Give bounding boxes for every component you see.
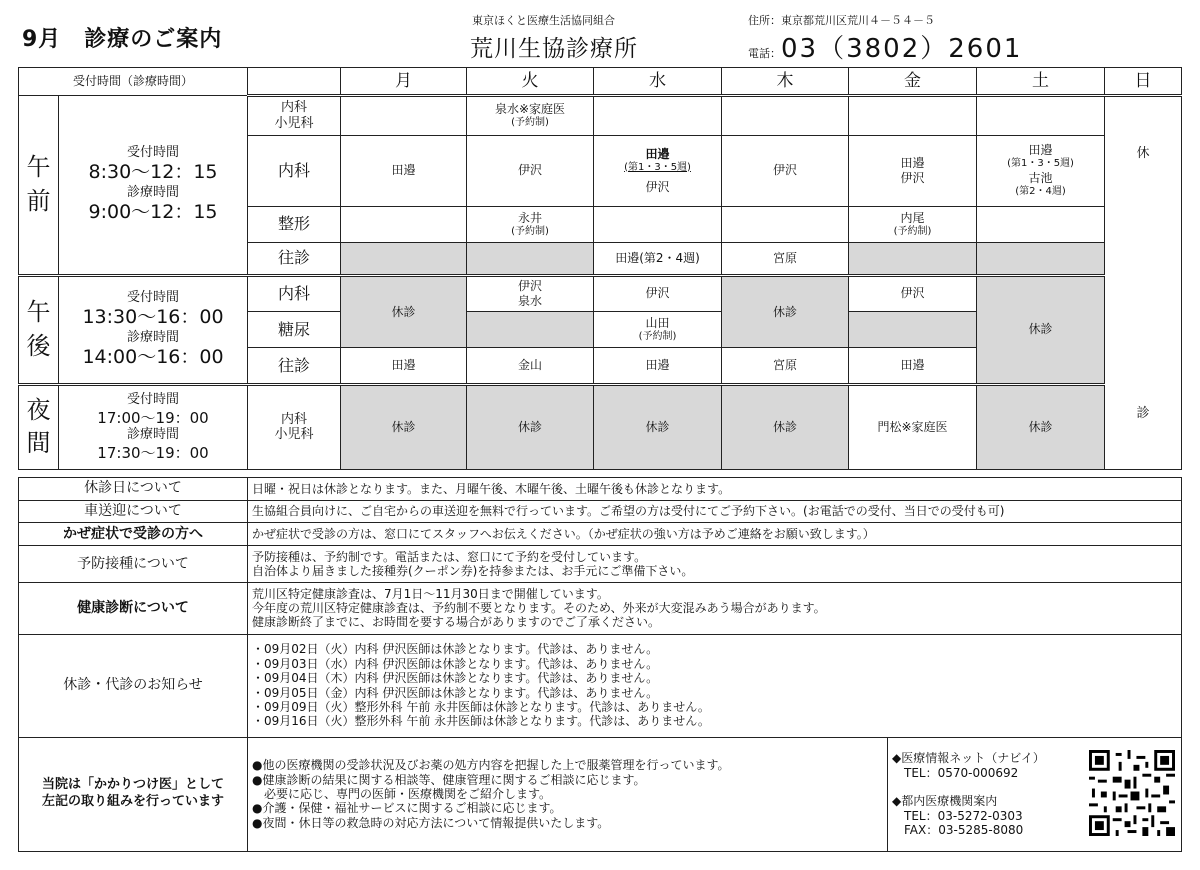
morning-int-mon: 田邉	[341, 135, 467, 206]
cell	[341, 96, 467, 135]
notice-item: ・09月03日（水）内科 伊沢医師は休診となります。代診は、ありません。	[252, 656, 659, 671]
cell	[849, 312, 977, 348]
morning-ped-tue	[467, 96, 594, 135]
dept-ortho: 整形	[248, 206, 341, 242]
notices-text	[248, 634, 1182, 737]
day-fri: 金	[849, 68, 977, 96]
reservation-note: (予約制)	[638, 330, 677, 342]
cell	[722, 206, 849, 242]
text-line: ●他の医療機関の受診状況及びお薬の処方内容を把握した上で服薬管理を行っています。	[252, 758, 730, 773]
night-wed-closed: 休診	[594, 384, 722, 469]
cell	[594, 206, 722, 242]
morning-reception-label: 受付時間	[127, 144, 180, 160]
afternoon-reception-label: 受付時間	[127, 289, 180, 305]
doctor: 内尾	[900, 210, 925, 225]
text-line: 自治体より届きました接種券(クーポン券)を持参または、お手元にご準備下さい。	[252, 564, 694, 578]
morning-ortho-tue	[467, 206, 594, 242]
text-line: ●夜間・休日等の救急時の対応方法について情報提供いたします。	[252, 815, 610, 830]
qr-code-icon[interactable]	[1089, 750, 1175, 836]
doctor: 永井	[518, 210, 543, 225]
morning-treatment-label: 診療時間	[127, 184, 180, 200]
notice-item: ・09月16日（火）整形外科 午前 永井医師は休診となります。代診は、ありません。	[252, 714, 710, 729]
cold-text: かぜ症状で受診の方は、窓口にてスタッフへお伝えください。（かぜ症状の強い方は予めご連絡をお願い致します。）	[248, 523, 1182, 546]
day-mon: 月	[341, 68, 467, 96]
cell	[341, 206, 467, 242]
contact-line: TEL：03-5272-0303	[892, 808, 1023, 823]
doctor: 伊沢	[645, 180, 670, 195]
cold-label: かぜ症状で受診の方へ	[19, 523, 248, 546]
morning-times	[59, 96, 248, 275]
cell	[849, 96, 977, 135]
cell	[977, 206, 1105, 242]
afternoon-treatment-time: 14:00～16：00	[82, 345, 224, 368]
cell	[722, 96, 849, 135]
doctor: 古池	[1028, 170, 1053, 185]
contact-line: FAX：03-5285-8080	[892, 823, 1024, 838]
contact-line: ◆医療情報ネット（ナビイ）	[892, 751, 1045, 766]
night-treatment-label: 診療時間	[127, 427, 180, 443]
sunday-closed: 休 診	[1105, 96, 1182, 470]
dept-visit: 往診	[248, 243, 341, 275]
morning-int-thu: 伊沢	[722, 135, 849, 206]
morning-int-tue: 伊沢	[467, 135, 594, 206]
afternoon-visit-tue: 金山	[467, 348, 594, 384]
dept-header	[248, 68, 341, 96]
afternoon-visit-wed: 田邉	[594, 348, 722, 384]
night-reception-label: 受付時間	[127, 392, 180, 408]
notice-item: ・09月05日（金）内科 伊沢医師は休診となります。代診は、ありません。	[252, 685, 659, 700]
phone-number: 03（3802）2601	[781, 34, 1023, 64]
afternoon-mon-closed: 休診	[341, 275, 467, 348]
text-line: ●健康診断の結果に関する相談等、健康管理に関するご相談に応じます。	[252, 772, 646, 787]
period-morning: 午 前	[19, 96, 59, 275]
cell	[977, 96, 1105, 135]
schedule-table	[18, 67, 1182, 470]
info-table	[18, 477, 1182, 852]
night-sat-closed: 休診	[977, 384, 1105, 469]
checkup-text	[248, 583, 1182, 635]
closed-days-text: 日曜・祝日は休診となります。また、月曜午後、木曜午後、土曜午後も休診となります。	[248, 478, 1182, 501]
dept-pediatric: 内科 小児科	[248, 96, 341, 135]
night-fri: 門松※家庭医	[849, 384, 977, 469]
morning-treatment-time: 9:00～12：15	[88, 201, 218, 224]
cell	[977, 243, 1105, 275]
notice-item: ・09月04日（木）内科 伊沢医師は休診となります。代診は、ありません。	[252, 671, 659, 686]
checkup-label: 健康診断について	[19, 583, 248, 635]
cell	[594, 96, 722, 135]
afternoon-thu-closed: 休診	[722, 275, 849, 348]
night-mon-closed: 休診	[341, 384, 467, 469]
night-times	[59, 384, 248, 469]
afternoon-int-tue: 伊沢 泉水	[467, 275, 594, 311]
afternoon-treatment-label: 診療時間	[127, 329, 180, 345]
reservation-note: (予約制)	[511, 117, 549, 129]
organization-name: 東京ほくと医療生活協同組合	[472, 14, 615, 27]
reception-time-header: 受付時間（診療時間）	[19, 68, 248, 96]
notice-item: ・09月09日（火）整形外科 午前 永井医師は休診となります。代診は、ありません。	[252, 699, 710, 714]
morning-int-sat	[977, 135, 1105, 206]
dept-visit: 往診	[248, 348, 341, 384]
period-night: 夜 間	[19, 384, 59, 469]
night-treatment-time: 17:30～19：00	[97, 443, 209, 462]
vaccine-text	[248, 545, 1182, 582]
afternoon-int-wed: 伊沢	[594, 275, 722, 311]
dept-internal: 内科	[248, 275, 341, 311]
afternoon-visit-fri: 田邉	[849, 348, 977, 384]
morning-reception-time: 8:30～12：15	[88, 161, 218, 184]
night-tue-closed: 休診	[467, 384, 594, 469]
day-sun: 日	[1105, 68, 1182, 96]
text-line: 必要に応じ、専門の医師・医療機関をご紹介します。	[252, 787, 552, 802]
notices-label: 休診・代診のお知らせ	[19, 634, 248, 737]
reservation-note: (予約制)	[893, 225, 932, 237]
morning-visit-wed: 田邉(第2・4週)	[594, 243, 722, 275]
dept-internal: 内科	[248, 135, 341, 206]
cell	[849, 243, 977, 275]
family-doctor-label: 当院は「かかりつけ医」として 左記の取り組みを行っています	[19, 737, 248, 851]
afternoon-visit-thu: 宮原	[722, 348, 849, 384]
afternoon-visit-mon: 田邉	[341, 348, 467, 384]
doctor: 泉水※家庭医	[494, 102, 566, 117]
page-title: 9月 診療のご案内	[22, 27, 223, 52]
morning-int-fri: 田邉 伊沢	[849, 135, 977, 206]
doctor: 山田	[645, 315, 670, 330]
dept-diabetes: 糖尿	[248, 312, 341, 348]
cell	[467, 243, 594, 275]
shuttle-text: 生協組合員向けに、ご自宅からの車送迎を無料で行っています。ご希望の方は受付にてご予約下さい。(お電話での受付、当日での受付も可)	[248, 500, 1182, 523]
afternoon-int-fri: 伊沢	[849, 275, 977, 311]
period-afternoon: 午 後	[19, 275, 59, 384]
notice-item: ・09月02日（火）内科 伊沢医師は休診となります。代診は、ありません。	[252, 642, 659, 657]
text-line: 荒川区特定健康診査は、7月1日～11月30日まで開催しています。	[252, 586, 609, 601]
morning-ortho-fri	[849, 206, 977, 242]
text-line: 健康診断終了までに、お時間を要する場合がありますのでご了承ください。	[252, 615, 661, 630]
contact-line: TEL：0570-000692	[892, 765, 1019, 780]
contact-info	[888, 737, 1084, 851]
week-note: (第2・4週)	[1015, 185, 1066, 197]
cell	[341, 243, 467, 275]
clinic-name: 荒川生協診療所	[470, 36, 638, 62]
text-line: 予防接種は、予約制です。電話または、窓口にて予約を受付しています。	[252, 549, 647, 564]
day-thu: 木	[722, 68, 849, 96]
day-tue: 火	[467, 68, 594, 96]
day-sat: 土	[977, 68, 1105, 96]
morning-visit-thu: 宮原	[722, 243, 849, 275]
morning-int-wed	[594, 135, 722, 206]
reservation-note: (予約制)	[511, 225, 549, 237]
text-line: ●介護・保健・福祉サービスに関するご相談に応じます。	[252, 801, 562, 816]
vaccine-label: 予防接種について	[19, 545, 248, 582]
doctor: 田邉	[645, 146, 670, 161]
night-reception-time: 17:00～19：00	[97, 408, 209, 427]
afternoon-sat-closed: 休診	[977, 275, 1105, 384]
text-line: 今年度の荒川区特定健康診査は、予約制不要となります。そのため、外来が大変混みあう場合があります。	[252, 601, 826, 616]
doctor: 田邉	[1028, 143, 1053, 158]
night-thu-closed: 休診	[722, 384, 849, 469]
clinic-phone	[748, 28, 1022, 65]
shuttle-label: 車送迎について	[19, 500, 248, 523]
afternoon-dia-wed	[594, 312, 722, 348]
cell	[467, 312, 594, 348]
phone-label: 電話：	[748, 47, 781, 60]
week-note: (第1・3・5週)	[624, 161, 691, 173]
clinic-address: 住所：東京都荒川区荒川４－５４－５	[748, 14, 935, 27]
dept-pediatric: 内科 小児科	[248, 384, 341, 469]
closed-days-label: 休診日について	[19, 478, 248, 501]
contact-line: ◆都内医療機関案内	[892, 794, 998, 809]
afternoon-reception-time: 13:30～16：00	[82, 305, 224, 328]
contact-line	[892, 780, 1080, 794]
family-doctor-text	[248, 737, 888, 851]
afternoon-times	[59, 275, 248, 384]
day-wed: 水	[594, 68, 722, 96]
week-note: (第1・3・5週)	[1007, 158, 1074, 170]
qr-cell	[1084, 737, 1182, 851]
